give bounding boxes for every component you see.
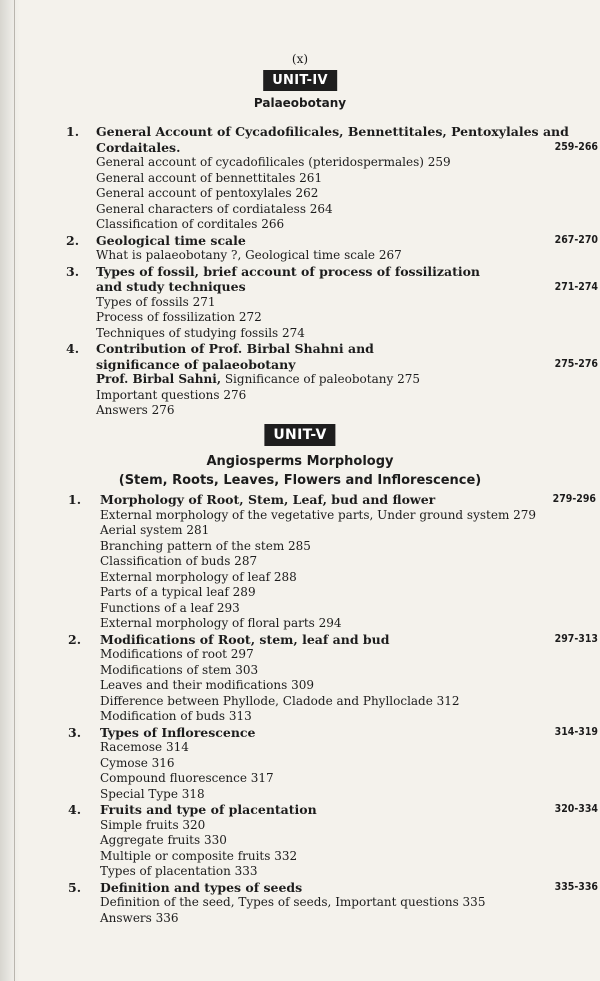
page-range: 275-276 — [554, 358, 598, 370]
toc-item: Types of fossils 271 — [96, 294, 216, 309]
chapter-title: Morphology of Root, Stem, Leaf, bud and flower — [100, 492, 436, 507]
toc-item: Functions of a leaf 293 — [100, 600, 240, 615]
chapter-title: Types of Inflorescence — [100, 724, 256, 740]
chapter-number: 1. — [66, 124, 80, 139]
toc-entry — [0, 341, 600, 419]
toc-item: Definition of the seed, Types of seeds, Important questions 335 — [100, 895, 486, 909]
chapter-title: Definition and types of seeds — [100, 879, 303, 895]
toc-item: General account of bennettitales 261 — [96, 170, 323, 185]
toc-item: Answers 276 — [96, 403, 175, 417]
toc-entry — [0, 264, 600, 342]
page-range: 314-319 — [554, 725, 598, 738]
unit-v-contents — [0, 492, 600, 926]
chapter-title: Cordaitales. — [96, 139, 181, 155]
chapter-title: Types of fossil, brief account of process of fossilization — [96, 263, 481, 279]
toc-item: Parts of a typical leaf 289 — [100, 585, 256, 599]
toc-item: External morphology of the vegetative parts, Under ground system 279 — [100, 507, 537, 522]
toc-item: External morphology of floral parts 294 — [100, 616, 342, 630]
toc-item: Types of placentation 333 — [100, 864, 258, 878]
toc-item: Aerial system 281 — [100, 523, 210, 537]
toc-item: General account of pentoxylales 262 — [96, 186, 319, 200]
toc-item: Racemose 314 — [100, 740, 189, 754]
unit-v-banner: UNIT-V — [264, 424, 335, 446]
chapter-number: 2. — [66, 232, 80, 248]
toc-entry — [0, 725, 600, 803]
toc-item: Important questions 276 — [96, 387, 247, 402]
toc-item: Special Type 318 — [100, 786, 205, 801]
chapter-title: General Account of Cycadofilicales, Bennettitales, Pentoxylales and — [96, 124, 569, 139]
chapter-number: 5. — [68, 879, 82, 895]
toc-entry — [0, 880, 600, 927]
toc-item: Aggregate fruits 330 — [100, 833, 227, 847]
unit-iv-subtitle: Palaeobotany — [253, 96, 347, 110]
toc-item: Classification of corditales 266 — [96, 217, 285, 231]
page-range: 267-270 — [554, 233, 598, 246]
unit-v-subtitle-line2: (Stem, Roots, Leaves, Flowers and Inflorescence) — [118, 473, 482, 488]
toc-item: Cymose 316 — [100, 755, 175, 770]
toc-item: External morphology of leaf 288 — [100, 569, 297, 584]
chapter-title: Modifications of Root, stem, leaf and bud — [100, 631, 390, 647]
toc-entry — [0, 492, 600, 632]
toc-item: Difference between Phyllode, Cladode and Phylloclade 312 — [100, 693, 460, 708]
toc-item: Branching pattern of the stem 285 — [100, 538, 311, 553]
toc-item: Leaves and their modifications 309 — [100, 678, 314, 692]
chapter-number: 1. — [68, 492, 82, 507]
toc-entry — [0, 124, 600, 233]
toc-item-text: Significance of paleobotany 275 — [224, 372, 420, 386]
chapter-title: and study techniques — [96, 279, 246, 294]
page-range: 335-336 — [554, 880, 598, 893]
chapter-title: Fruits and type of placentation — [100, 802, 317, 817]
chapter-number: 2. — [68, 631, 82, 647]
person-name: Prof. Birbal Sahni, — [96, 372, 221, 386]
page-range: 297-313 — [554, 632, 598, 645]
unit-iv-contents — [0, 124, 600, 419]
toc-item: Multiple or composite fruits 332 — [100, 848, 298, 863]
toc-item — [96, 372, 600, 388]
chapter-number: 4. — [68, 802, 82, 817]
chapter-number: 3. — [68, 724, 82, 740]
page-range: 320-334 — [554, 803, 598, 815]
chapter-title: Geological time scale — [96, 232, 246, 248]
page-range: 271-274 — [554, 280, 598, 293]
toc-item: Modifications of stem 303 — [100, 662, 259, 677]
toc-item: What is palaeobotany ?, Geological time scale 267 — [96, 248, 402, 262]
unit-v-subtitle-line1: Angiosperms Morphology — [206, 454, 394, 469]
toc-item: Modification of buds 313 — [100, 709, 252, 723]
toc-item: Classification of buds 287 — [100, 554, 258, 568]
toc-entry — [0, 632, 600, 725]
chapter-number: 3. — [66, 263, 80, 279]
chapter-title: significance of palaeobotany — [96, 356, 296, 372]
toc-item: Compound fluorescence 317 — [100, 771, 274, 785]
toc-item: General account of cycadofilicales (pteridospermales) 259 — [96, 155, 451, 169]
page-range: 259-266 — [554, 141, 598, 153]
toc-item: General characters of cordiataless 264 — [96, 201, 333, 216]
toc-item: Answers 336 — [100, 910, 179, 925]
toc-entry — [0, 233, 600, 264]
toc-item: Simple fruits 320 — [100, 817, 206, 832]
page-range: 279-296 — [552, 493, 596, 505]
toc-item: Process of fossilization 272 — [96, 310, 262, 324]
unit-v-subtitle — [0, 452, 600, 490]
chapter-number: 4. — [66, 341, 80, 356]
toc-entry — [0, 802, 600, 880]
unit-iv-banner: UNIT-IV — [263, 70, 337, 91]
toc-item: Techniques of studying fossils 274 — [96, 325, 305, 340]
toc-item: Modifications of root 297 — [100, 647, 254, 661]
page-number: (x) — [291, 52, 309, 66]
chapter-title: Contribution of Prof. Birbal Shahni and — [96, 341, 374, 356]
